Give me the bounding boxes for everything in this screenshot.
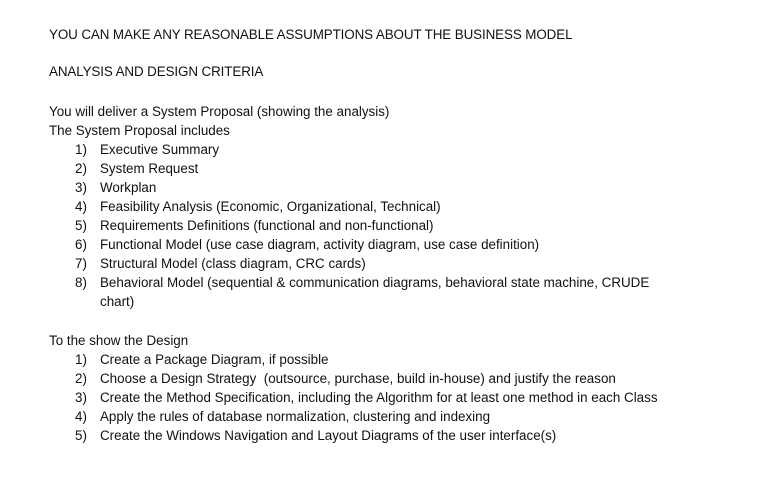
list-item	[49, 426, 749, 445]
design-intro-line: To the show the Design	[49, 333, 189, 348]
list-item-number: 4)	[75, 409, 87, 424]
list-item-text: Choose a Design Strategy (outsource, purchase, build in-house) and justify the reason	[100, 371, 616, 386]
list-item-number: 1)	[75, 352, 87, 367]
spacer	[49, 81, 749, 102]
list-item	[49, 235, 749, 254]
list-item-text: Apply the rules of database normalization, clustering and indexing	[100, 409, 491, 424]
list-item-text: System Request	[100, 161, 199, 176]
list-item	[49, 273, 749, 311]
criteria-heading: ANALYSIS AND DESIGN CRITERIA	[49, 64, 264, 79]
list-item	[49, 197, 749, 216]
list-item-number: 6)	[75, 237, 87, 252]
list-item	[49, 350, 749, 369]
list-item-text: Behavioral Model (sequential & communication diagrams, behavioral state machine, CRUDE chart)	[100, 275, 650, 309]
list-item-number: 5)	[75, 428, 87, 443]
list-item	[49, 407, 749, 426]
list-item	[49, 178, 749, 197]
list-item-text: Create the Windows Navigation and Layout Diagrams of the user interface(s)	[100, 428, 557, 443]
design-list	[49, 350, 749, 445]
analysis-intro-line-1: You will deliver a System Proposal (showing the analysis)	[49, 104, 390, 119]
list-item-text: Functional Model (use case diagram, activity diagram, use case definition)	[100, 237, 540, 252]
list-item-text: Executive Summary	[100, 142, 220, 157]
analysis-intro-line-2: The System Proposal includes	[49, 123, 230, 138]
list-item-text: Workplan	[100, 180, 157, 195]
list-item-number: 2)	[75, 371, 87, 386]
list-item-number: 1)	[75, 142, 87, 157]
list-item	[49, 216, 749, 235]
list-item-text: Create the Method Specification, including the Algorithm for at least one method in each Class	[100, 390, 658, 405]
business-model-heading: YOU CAN MAKE ANY REASONABLE ASSUMPTIONS ABOUT THE BUSINESS MODEL	[49, 27, 573, 42]
analysis-list	[49, 140, 749, 311]
document-page	[49, 25, 749, 445]
list-item-number: 5)	[75, 218, 87, 233]
list-item-text: Structural Model (class diagram, CRC cards)	[100, 256, 366, 271]
list-item-number: 3)	[75, 180, 87, 195]
list-item	[49, 159, 749, 178]
spacer	[49, 44, 749, 62]
list-item-text: Requirements Definitions (functional and non-functional)	[100, 218, 434, 233]
list-item-number: 3)	[75, 390, 87, 405]
list-item-text: Create a Package Diagram, if possible	[100, 352, 329, 367]
list-item	[49, 388, 749, 407]
list-item-number: 2)	[75, 161, 87, 176]
list-item	[49, 254, 749, 273]
list-item-number: 8)	[75, 275, 87, 290]
list-item	[49, 369, 749, 388]
list-item	[49, 140, 749, 159]
spacer	[49, 311, 749, 331]
list-item-number: 4)	[75, 199, 87, 214]
list-item-number: 7)	[75, 256, 87, 271]
list-item-text: Feasibility Analysis (Economic, Organizational, Technical)	[100, 199, 441, 214]
